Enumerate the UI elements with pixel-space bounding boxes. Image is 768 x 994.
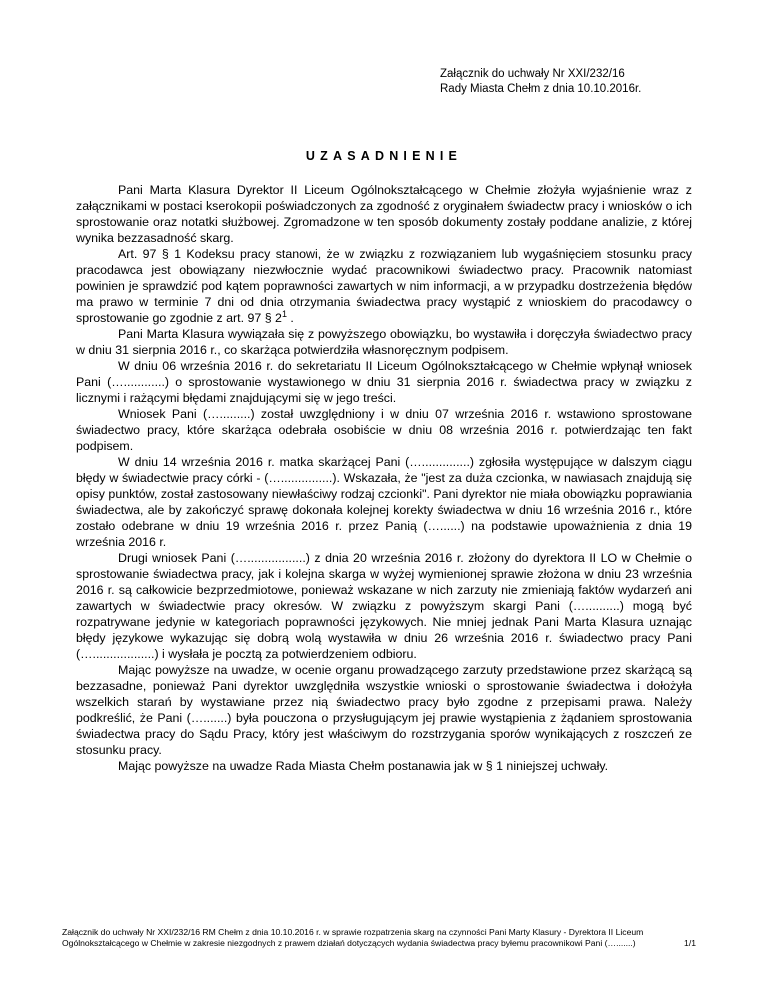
page-footer <box>62 927 696 949</box>
header-line-2: Rady Miasta Chełm z dnia 10.10.2016r. <box>440 83 642 95</box>
paragraph-6: W dniu 14 września 2016 r. matka skarżącej Pani (…..............) zgłosiła występujące w dalszym ciągu błędy w świadectwie pracy córki - (…...............). Wskazała, że "jest za duża czcionka, w nawiasach znajdują się opisy punktów, został zastosowany niewłaściwy rodzaj czcionki". Pani dyrektor nie miała obowiązku poprawiania świadectwa, ale by zakończyć sprawę dokonała kolejnej korekty świadectwa w dniu 16 września 2016 r., które zostało odebrane w dniu 19 września 2016 r. przez Panią (…......) na podstawie upoważnienia z dnia 19 września 2016 r. <box>76 455 692 549</box>
paragraph-2 <box>76 246 692 326</box>
paragraph-8: Mając powyższe na uwadze, w ocenie organu prowadzącego zarzuty przedstawione przez skarżącą są bezzasadne, ponieważ Pani dyrektor uwzględniła wszystkie wnioski o sprostowanie świadectwa i dołożyła wszelkich starań by wystawiane przez nią świadectwo pracy było zgodne z przepisami prawa. Należy podkreślić, że Pani (….......) była pouczona o przysługującym jej prawie wystąpienia z żądaniem sprostowania świadectwa pracy do Sądu Pracy, który jest właściwym do rozstrzygania sporów wynikających z roszczeń ze stosunku pracy. <box>76 663 692 757</box>
header-line-1: Załącznik do uchwały Nr XXI/232/16 <box>440 68 625 80</box>
paragraph-2-text: Art. 97 § 1 Kodeksu pracy stanowi, że w związku z rozwiązaniem lub wygaśnięciem stosunku pracy pracodawca jest obowiązany niezwłocznie wydać pracownikowi świadectwo pracy. Pracownik natomiast powinien je sprawdzić pod kątem poprawności zawartych w nim informacji, a w przypadku dostrzeżenia błędów ma prawo w terminie 7 dni od dnia otrzymania świadectwa pracy wystąpić z wnioskiem do pracodawcy o sprostowanie go zgodnie z art. 97 § 2 <box>76 247 692 325</box>
paragraph-9: Mając powyższe na uwadze Rada Miasta Chełm postanawia jak w § 1 niniejszej uchwały. <box>118 759 609 773</box>
paragraph-1: Pani Marta Klasura Dyrektor II Liceum Ogólnokształcącego w Chełmie złożyła wyjaśnienie wraz z załącznikami w postaci kserokopii poświadczonych za zgodność z oryginałem świadectw pracy i wniosków o ich sprostowanie oraz notatki służbowej. Zgromadzone w ten sposób dokumenty zostały poddane analizie, z której wynika bezzasadność skarg. <box>76 183 692 245</box>
document-title: UZASADNIENIE <box>305 149 463 163</box>
superscript-1: 1 <box>281 308 287 319</box>
paragraph-3: Pani Marta Klasura wywiązała się z powyższego obowiązku, bo wystawiła i doręczyła świadectwo pracy w dniu 31 sierpnia 2016 r., co skarżąca potwierdziła własnoręcznym podpisem. <box>76 327 692 357</box>
page-number: 1/1 <box>684 938 696 948</box>
paragraph-5: Wniosek Pani (….........) został uwzględniony i w dniu 07 września 2016 r. wstawiono sprostowane świadectwo pracy, które skarżąca odebrała osobiście w dniu 08 września 2016 r. potwierdzając ten fakt podpisem. <box>76 407 692 453</box>
justification-body <box>76 182 692 774</box>
paragraph-7: Drugi wniosek Pani (….................) z dnia 20 września 2016 r. złożony do dyrektora II LO w Chełmie o sprostowanie świadectwa pracy, jak i kolejna skarga w wyżej wymienionej sprawie złożona w dniu 23 września 2016 r. są całkowicie bezprzedmiotowe, ponieważ wskazane w nich zarzuty nie zmieniają faktów wydarzeń ani zawartych w świadectwie pracy okresów. W związku z powyższym skargi Pani (…..........) mogą być rozpatrywane jedynie w kategoriach poprawności językowych. Nie mniej jednak Pani Marta Klasura uznając błędy językowe wykazując się dobrą wolą wystawiła w dniu 26 września 2016 r. świadectwo pracy Pani (…..................) i wysłała je pocztą za potwierdzeniem odbioru. <box>76 551 692 661</box>
attachment-header <box>440 67 641 97</box>
paragraph-2-end: . <box>286 311 294 325</box>
footer-text: Załącznik do uchwały Nr XXI/232/16 RM Chełm z dnia 10.10.2016 r. w sprawie rozpatrzenia skarg na czynności Pani Marty Klasury - Dyrektora II Liceum Ogólnokształcącego w Chełmie w zakresie niezgodnych z prawem działań dotyczących wydania świadectwa pracy byłemu pracownikowi Pani (….......) <box>62 927 644 948</box>
paragraph-4: W dniu 06 września 2016 r. do sekretariatu II Liceum Ogólnokształcącego w Chełmie wpłynął wniosek Pani (…............) o sprostowanie wystawionego w dniu 31 sierpnia 2016 r. świadectwa pracy w związku z licznymi i rażącymi błędami znajdującymi się w jego treści. <box>76 359 692 405</box>
